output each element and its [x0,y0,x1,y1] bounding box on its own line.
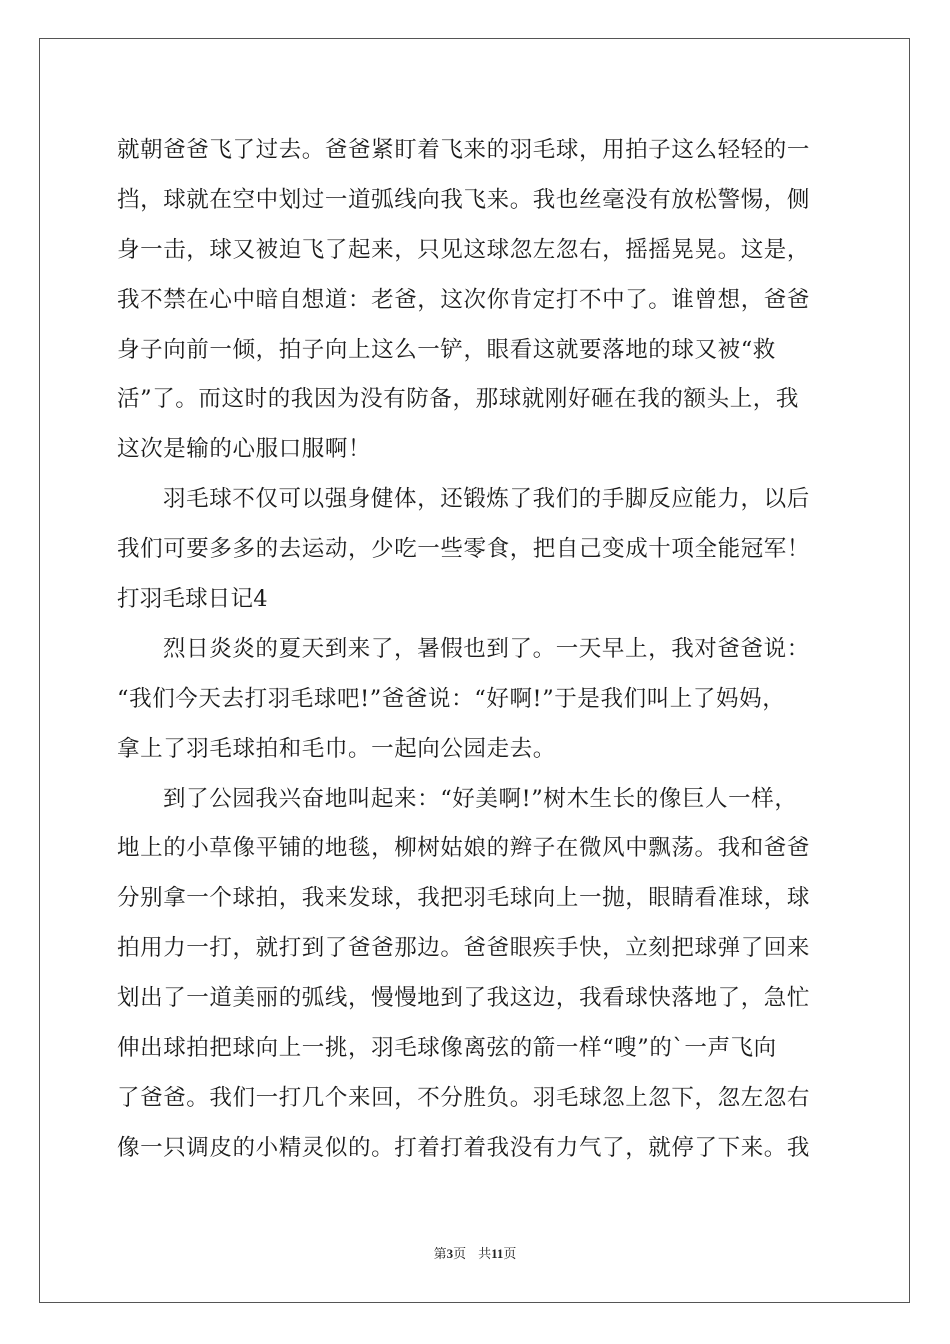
paragraph-start-line: 到了公园我兴奋地叫起来：“好美啊!”树木生长的像巨人一样， [163,785,798,812]
page-total-label: 共11页 [478,1246,517,1261]
text-line: 身子向前一倾，拍子向上这么一铲，眼看这就要落地的球又被“救 [117,336,776,363]
text-line: “我们今天去打羽毛球吧!”爸爸说：“好啊!”于是我们叫上了妈妈， [117,685,786,712]
text-line: 拍用力一打，就打到了爸爸那边。爸爸眼疾手快，立刻把球弹了回来 [117,935,811,962]
text-line: 就朝爸爸飞了过去。爸爸紧盯着飞来的羽毛球，用拍子这么轻轻的一 [117,137,811,163]
text-line: 地上的小草像平铺的地毯，柳树姑娘的辫子在微风中飘荡。我和爸爸 [117,835,811,862]
text-line: 拿上了羽毛球拍和毛巾。一起向公园走去。 [117,735,556,762]
text-line: 伸出球拍把球向上一挑，羽毛球像离弦的箭一样“嗖”的`一声飞向 [117,1035,777,1062]
page-footer [0,1246,950,1262]
document-body [117,126,837,1174]
text-line: 活”了。而这时的我因为没有防备，那球就刚好砸在我的额头上，我 [117,386,800,413]
text-line: 这次是输的心服口服啊！ [117,436,372,463]
paragraph-start-line: 烈日炎炎的夏天到来了，暑假也到了。一天早上，我对爸爸说： [163,635,810,662]
page-number-label: 第3页 [433,1246,467,1261]
text-line: 身一击，球又被迫飞了起来，只见这球忽左忽右，摇摇晃晃。这是， [117,236,811,263]
text-line: 像一只调皮的小精灵似的。打着打着我没有力气了，就停了下来。我 [117,1134,811,1161]
text-line: 划出了一道美丽的弧线，慢慢地到了我这边，我看球快落地了，急忙 [117,985,811,1012]
text-line: 了爸爸。我们一打几个来回，不分胜负。羽毛球忽上忽下，忽左忽右 [117,1084,811,1111]
paragraph-start-line: 羽毛球不仅可以强身健体，还锻炼了我们的手脚反应能力，以后 [163,486,810,513]
text-line: 挡，球就在空中划过一道弧线向我飞来。我也丝毫没有放松警惕，侧 [117,186,811,213]
text-line: 我们可要多多的去运动，少吃一些零食，把自己变成十项全能冠军！ [117,536,811,563]
section-title: 打羽毛球日记4 [117,586,268,613]
text-line: 分别拿一个球拍，我来发球，我把羽毛球向上一抛，眼睛看准球，球 [117,885,811,912]
text-line: 我不禁在心中暗自想道：老爸，这次你肯定打不中了。谁曾想，爸爸 [117,286,811,313]
